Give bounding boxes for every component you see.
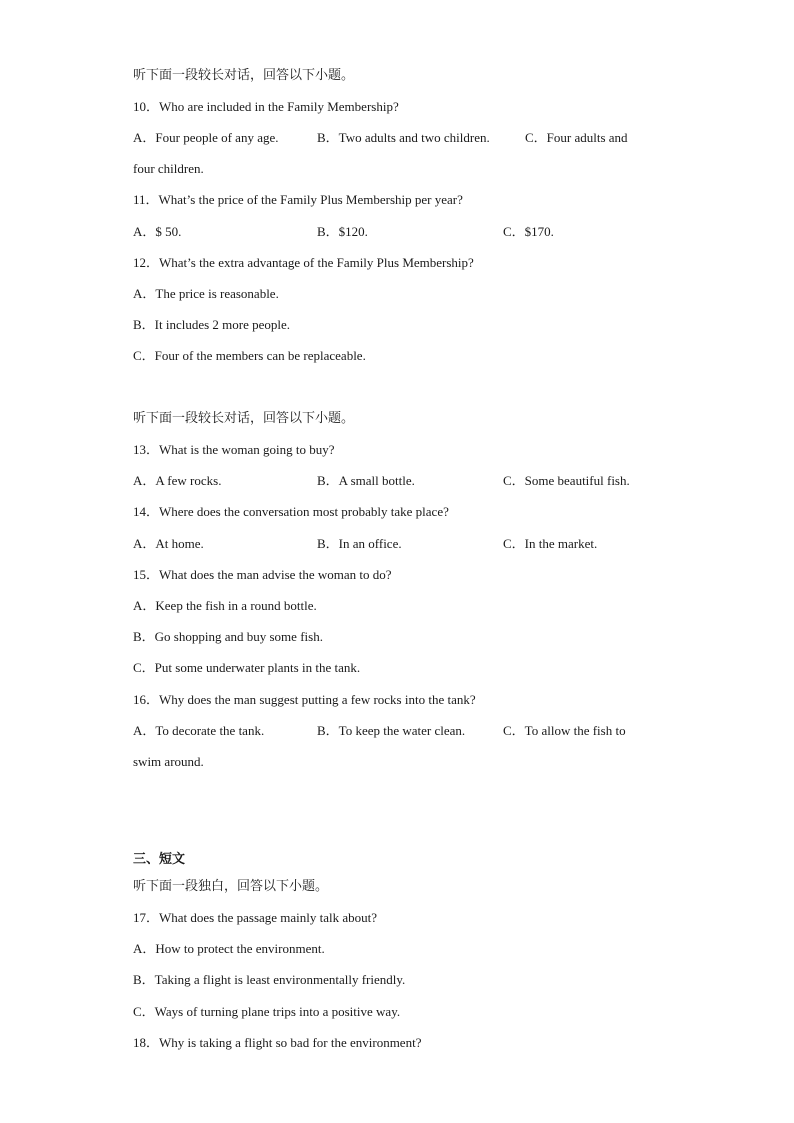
q16-option-b: B．To keep the water clean. xyxy=(317,723,466,738)
q10-option-c-continued: four children. xyxy=(133,161,204,176)
question-10: 10．Who are included in the Family Membership? xyxy=(133,99,399,114)
q17-option-b: B．Taking a flight is least environmentally friendly. xyxy=(133,972,406,987)
section-intro: 听下面一段较长对话，回答以下小题。 xyxy=(133,68,355,83)
q11-option-a: A．$ 50. xyxy=(133,224,182,239)
q15-option-c: C．Put some underwater plants in the tank. xyxy=(133,660,361,675)
q14-option-b: B．In an office. xyxy=(317,536,402,551)
q10-option-c: C．Four adults and xyxy=(525,130,628,145)
q16-option-c-continued: swim around. xyxy=(133,754,204,769)
q10-option-b: B．Two adults and two children. xyxy=(317,130,490,145)
section-intro: 听下面一段独白，回答以下小题。 xyxy=(133,879,329,894)
q13-option-a: A．A few rocks. xyxy=(133,473,222,488)
question-18: 18．Why is taking a flight so bad for the environment? xyxy=(133,1035,422,1050)
q14-option-a: A．At home. xyxy=(133,536,204,551)
q16-option-a: A．To decorate the tank. xyxy=(133,723,265,738)
part-heading: 三、短文 xyxy=(133,852,186,867)
question-14: 14．Where does the conversation most probably take place? xyxy=(133,504,449,519)
question-13: 13．What is the woman going to buy? xyxy=(133,442,335,457)
q15-option-b: B．Go shopping and buy some fish. xyxy=(133,629,323,644)
q12-option-b: B．It includes 2 more people. xyxy=(133,317,291,332)
q12-option-c: C．Four of the members can be replaceable. xyxy=(133,348,366,363)
q13-option-c: C．Some beautiful fish. xyxy=(503,473,630,488)
q16-option-c: C．To allow the fish to xyxy=(503,723,626,738)
q17-option-c: C．Ways of turning plane trips into a positive way. xyxy=(133,1004,401,1019)
q14-option-c: C．In the market. xyxy=(503,536,598,551)
question-12: 12．What’s the extra advantage of the Family Plus Membership? xyxy=(133,255,474,270)
question-15: 15．What does the man advise the woman to do? xyxy=(133,567,392,582)
q11-option-c: C．$170. xyxy=(503,224,554,239)
q15-option-a: A．Keep the fish in a round bottle. xyxy=(133,598,317,613)
q11-option-b: B．$120. xyxy=(317,224,368,239)
question-17: 17．What does the passage mainly talk about? xyxy=(133,910,378,925)
q17-option-a: A．How to protect the environment. xyxy=(133,941,325,956)
question-11: 11．What’s the price of the Family Plus Membership per year? xyxy=(133,192,463,207)
question-16: 16．Why does the man suggest putting a few rocks into the tank? xyxy=(133,692,476,707)
q13-option-b: B．A small bottle. xyxy=(317,473,415,488)
section-intro: 听下面一段较长对话，回答以下小题。 xyxy=(133,411,355,426)
q12-option-a: A．The price is reasonable. xyxy=(133,286,279,301)
q10-option-a: A．Four people of any age. xyxy=(133,130,279,145)
